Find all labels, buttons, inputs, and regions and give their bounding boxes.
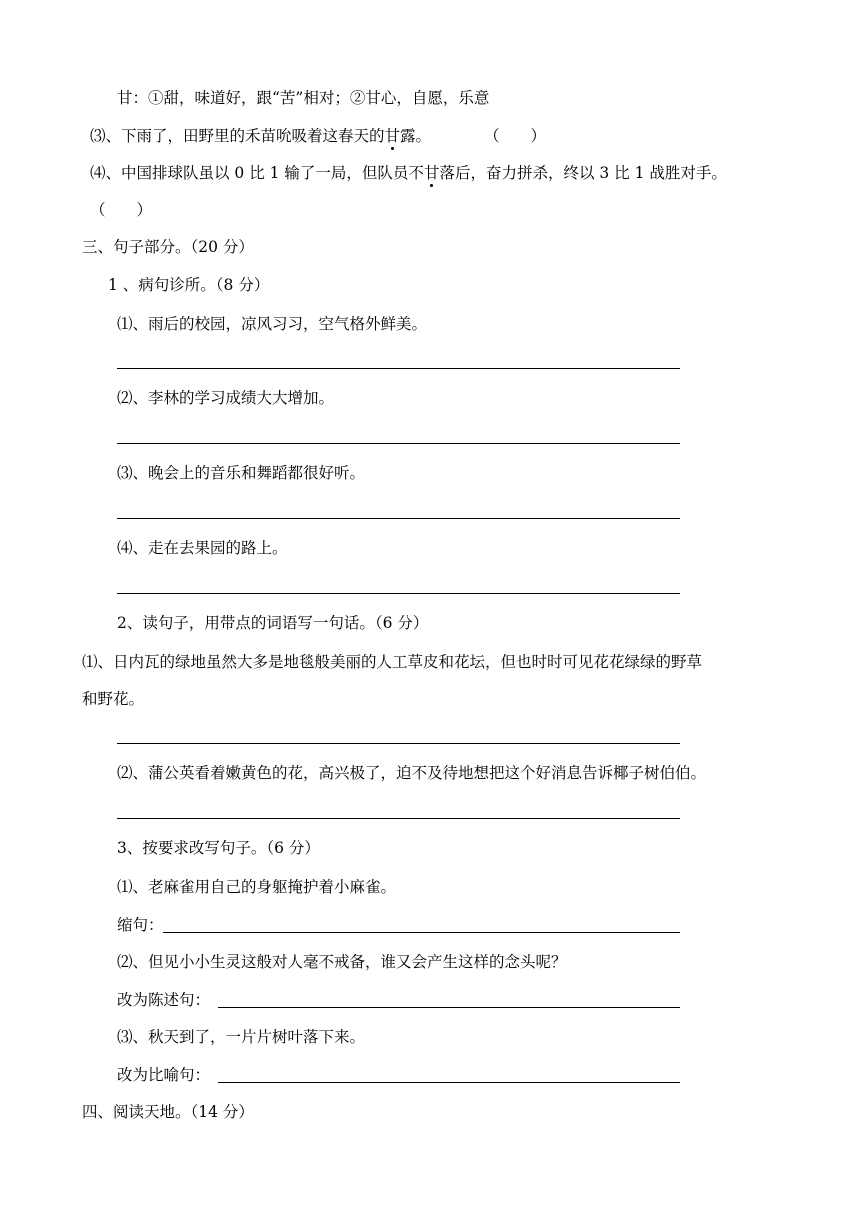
part-3-item-2: ⑵、但见小小生灵这般对人毫不戒备，谁又会产生这样的念头呢？ (117, 953, 567, 971)
part-1-item-2: ⑵、李林的学习成绩大大增加。 (117, 389, 335, 407)
question-3-text-before: ⑶、下雨了，田野里的禾苗吮吸着这春天的 (90, 127, 385, 145)
question-4-text-after: 落后，奋力拼杀，终以 3 比 1 战胜对手。 (439, 164, 727, 182)
part-3-title: 3、按要求改写句子。（6 分） (117, 839, 320, 857)
metaphor-answer-line[interactable] (218, 1082, 680, 1083)
question-3-text-after: 露。 (400, 127, 432, 145)
part-3-item-1: ⑴、老麻雀用自己的身躯掩护着小麻雀。 (117, 878, 397, 896)
part-2-title: 2、读句子，用带点的词语写一句话。（6 分） (117, 614, 429, 632)
dotted-character: 甘 (384, 127, 401, 145)
part-2-item-2: ⑵、蒲公英看着嫩黄色的花，高兴极了，迫不及待地想把这个好消息告诉椰子树伯伯。 (117, 764, 707, 782)
question-3-answer-paren[interactable]: （ ） (484, 127, 547, 145)
part-1-item-4: ⑷、走在去果园的路上。 (117, 539, 288, 557)
question-4 (90, 163, 727, 183)
metaphor-label: 改为比喻句： (117, 1066, 211, 1084)
answer-line[interactable] (117, 518, 680, 519)
shorten-answer-line[interactable] (163, 932, 680, 933)
answer-line[interactable] (117, 593, 680, 594)
question-4-answer-paren[interactable]: （ ） (90, 201, 153, 219)
shorten-label: 缩句： (117, 916, 164, 934)
dotted-character: 甘 (423, 164, 440, 182)
declarative-answer-line[interactable] (218, 1007, 680, 1008)
question-3 (90, 126, 431, 146)
part-1-item-3: ⑶、晚会上的音乐和舞蹈都很好听。 (117, 464, 366, 482)
gan-definition: 甘：①甜，味道好，跟“苦”相对；②甘心，自愿，乐意 (117, 89, 490, 107)
answer-line[interactable] (117, 818, 680, 819)
part-2-item-1-line-2: 和野花。 (82, 690, 145, 708)
answer-line[interactable] (117, 368, 680, 369)
declarative-label: 改为陈述句： (117, 991, 211, 1009)
section-4-title: 四、阅读天地。（14 分） (82, 1103, 254, 1121)
answer-line[interactable] (117, 443, 680, 444)
part-3-item-3: ⑶、秋天到了，一片片树叶落下来。 (117, 1028, 366, 1046)
section-3-title: 三、句子部分。（20 分） (82, 238, 254, 256)
question-4-text-before: ⑷、中国排球队虽以 0 比 1 输了一局，但队员不 (90, 164, 424, 182)
part-1-item-1: ⑴、雨后的校园，凉风习习，空气格外鲜美。 (117, 315, 428, 333)
part-1-title: 1 、病句诊所。（8 分） (108, 276, 270, 294)
part-2-item-1-line-1: ⑴、日内瓦的绿地虽然大多是地毯般美丽的人工草皮和花坛，但也时时可见花花绿绿的野草 (82, 653, 703, 671)
answer-line[interactable] (117, 743, 680, 744)
